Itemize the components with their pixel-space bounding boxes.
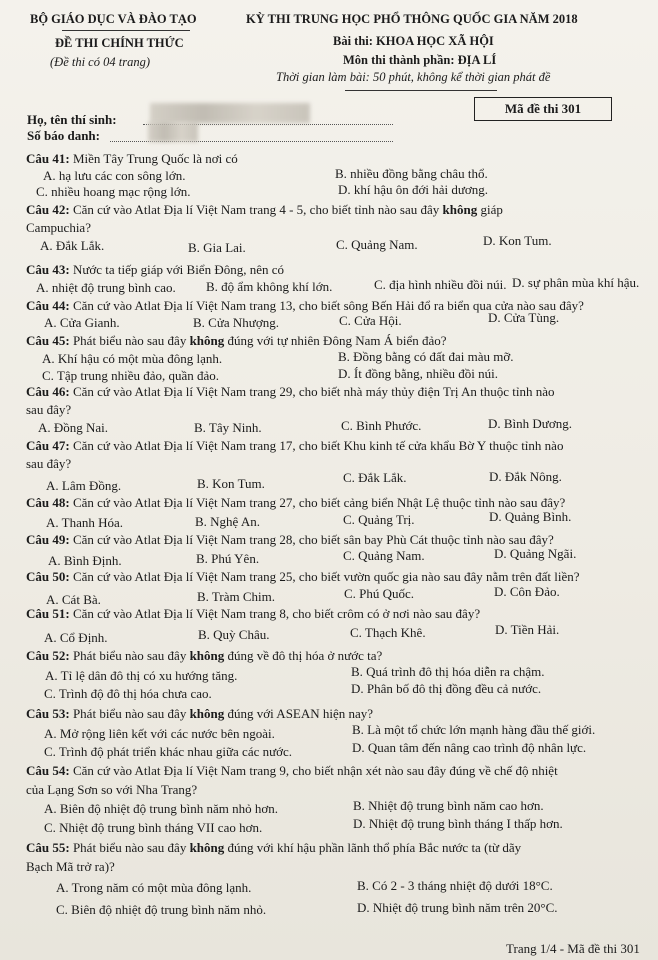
q50-stem: Câu 50: Căn cứ vào Atlat Địa lí Việt Nam trang 25, cho biết vườn quốc gia nào sau đây nằm trên đất liền? <box>26 569 580 584</box>
q54-option-d[interactable]: D. Nhiệt độ trung bình tháng I thấp hơn. <box>353 816 563 831</box>
q49-option-a[interactable]: A. Bình Định. <box>48 553 122 568</box>
q52-option-d[interactable]: D. Phân bố đô thị đồng đều cả nước. <box>351 681 542 696</box>
q43-option-a[interactable]: A. nhiệt độ trung bình cao. <box>36 280 176 295</box>
time-note: Thời gian làm bài: 50 phút, không kể thời gian phát đề <box>276 70 551 84</box>
ministry-name: BỘ GIÁO DỤC VÀ ĐÀO TẠO <box>30 12 197 26</box>
question-number: Câu 49: <box>26 532 70 547</box>
q43-stem: Câu 43: Nước ta tiếp giáp với Biển Đông, nên có <box>26 262 285 277</box>
q44-option-d[interactable]: D. Cửa Tùng. <box>488 310 560 325</box>
question-number: Câu 44: <box>26 298 70 313</box>
q52-stem: Câu 52: Phát biểu nào sau đây không đúng về đô thị hóa ở nước ta? <box>26 648 383 663</box>
question-number: Câu 54: <box>26 763 70 778</box>
q45-option-d[interactable]: D. Ít đồng bằng, nhiều đồi núi. <box>338 366 498 381</box>
q48-option-d[interactable]: D. Quảng Bình. <box>489 509 572 524</box>
q53-option-c[interactable]: C. Trình độ phát triển khác nhau giữa các nước. <box>44 744 293 759</box>
question-number: Câu 48: <box>26 495 70 510</box>
q49-option-b[interactable]: B. Phú Yên. <box>196 551 260 566</box>
q42-option-a[interactable]: A. Đắk Lắk. <box>40 238 105 253</box>
redacted-name <box>150 103 310 123</box>
question-number: Câu 55: <box>26 840 70 855</box>
q50-option-a[interactable]: A. Cát Bà. <box>46 592 101 607</box>
page-footer: Trang 1/4 - Mã đề thi 301 <box>506 941 640 956</box>
question-number: Câu 46: <box>26 384 70 399</box>
q46-option-b[interactable]: B. Tây Ninh. <box>194 420 262 435</box>
id-label: Số báo danh: <box>27 128 100 143</box>
question-number: Câu 53: <box>26 706 70 721</box>
q47-option-d[interactable]: D. Đắk Nông. <box>489 469 562 484</box>
q50-option-b[interactable]: B. Tràm Chim. <box>197 589 276 604</box>
q55-option-d[interactable]: D. Nhiệt độ trung bình năm trên 20°C. <box>357 900 558 915</box>
q48-option-b[interactable]: B. Nghệ An. <box>195 514 260 529</box>
q41-option-c[interactable]: C. nhiều hoang mạc rộng lớn. <box>36 184 191 199</box>
q44-option-c[interactable]: C. Cửa Hội. <box>339 313 402 328</box>
q45-option-a[interactable]: A. Khí hậu có một mùa đông lạnh. <box>42 351 223 366</box>
q47-stem-line2: sau đây? <box>26 456 72 471</box>
exam-code-box: Mã đề thi 301 <box>474 97 612 121</box>
q43-option-d[interactable]: D. sự phân mùa khí hậu. <box>512 275 640 290</box>
name-label: Họ, tên thí sinh: <box>27 112 117 127</box>
q44-option-a[interactable]: A. Cửa Gianh. <box>44 315 120 330</box>
question-number: Câu 43: <box>26 262 70 277</box>
q45-stem: Câu 45: Phát biểu nào sau đây không đúng với tự nhiên Đông Nam Á biển đảo? <box>26 333 447 348</box>
q47-option-b[interactable]: B. Kon Tum. <box>197 476 265 491</box>
q43-option-c[interactable]: C. địa hình nhiều đồi núi. <box>374 277 507 292</box>
q52-option-b[interactable]: B. Quá trình đô thị hóa diễn ra chậm. <box>351 664 545 679</box>
q53-option-a[interactable]: A. Mở rộng liên kết với các nước bên ngoài. <box>44 726 275 741</box>
emphasis-khong: không <box>442 202 478 217</box>
subject-exam: Bài thi: KHOA HỌC XÃ HỘI <box>333 34 494 48</box>
emphasis-khong: không <box>189 648 225 663</box>
q50-option-c[interactable]: C. Phú Quốc. <box>344 586 415 601</box>
q53-option-b[interactable]: B. Là một tổ chức lớn mạnh hàng đầu thế giới. <box>352 722 596 737</box>
q51-option-b[interactable]: B. Quỳ Châu. <box>198 627 270 642</box>
q41-option-a[interactable]: A. hạ lưu các con sông lớn. <box>43 168 186 183</box>
q41-option-b[interactable]: B. nhiều đồng bằng châu thổ. <box>335 166 488 181</box>
emphasis-khong: không <box>189 840 225 855</box>
question-number: Câu 45: <box>26 333 70 348</box>
q50-option-d[interactable]: D. Côn Đảo. <box>494 584 560 599</box>
question-number: Câu 41: <box>26 151 70 166</box>
question-number: Câu 47: <box>26 438 70 453</box>
q49-option-c[interactable]: C. Quảng Nam. <box>343 548 425 563</box>
q45-option-b[interactable]: B. Đồng bằng có đất đai màu mỡ. <box>338 349 514 364</box>
q47-option-a[interactable]: A. Lâm Đồng. <box>46 478 122 493</box>
q54-option-a[interactable]: A. Biên độ nhiệt độ trung bình năm nhỏ hơn. <box>44 801 278 816</box>
q54-stem-line1: Câu 54: Căn cứ vào Atlat Địa lí Việt Nam trang 9, cho biết nhận xét nào sau đây đúng về chế độ nhiệt <box>26 763 558 778</box>
q55-option-a[interactable]: A. Trong năm có một mùa đông lạnh. <box>56 880 252 895</box>
q42-stem-line2: Campuchia? <box>26 220 91 235</box>
q46-option-a[interactable]: A. Đồng Nai. <box>38 420 109 435</box>
q48-stem: Câu 48: Căn cứ vào Atlat Địa lí Việt Nam trang 27, cho biết cảng biển Nhật Lệ thuộc tỉnh nào sau đây? <box>26 495 566 510</box>
official-label: ĐỀ THI CHÍNH THỨC <box>55 36 184 50</box>
q53-stem: Câu 53: Phát biểu nào sau đây không đúng với ASEAN hiện nay? <box>26 706 374 721</box>
q54-option-c[interactable]: C. Nhiệt độ trung bình tháng VII cao hơn. <box>44 820 263 835</box>
q54-stem-line2: của Lạng Sơn so với Nha Trang? <box>26 782 198 797</box>
subject-part: Môn thi thành phần: ĐỊA LÍ <box>343 53 497 67</box>
pages-note: (Đề thi có 04 trang) <box>50 55 150 69</box>
q55-option-c[interactable]: C. Biên độ nhiệt độ trung bình năm nhỏ. <box>56 902 267 917</box>
q55-stem-line2: Bạch Mã trở ra)? <box>26 859 115 874</box>
q53-option-d[interactable]: D. Quan tâm đến nâng cao trình độ nhân lực. <box>352 740 587 755</box>
question-number: Câu 50: <box>26 569 70 584</box>
q46-option-d[interactable]: D. Bình Dương. <box>488 416 572 431</box>
q43-option-b[interactable]: B. độ ẩm không khí lớn. <box>206 279 333 294</box>
q49-stem: Câu 49: Căn cứ vào Atlat Địa lí Việt Nam trang 28, cho biết sân bay Phù Cát thuộc tỉnh nào sau đây? <box>26 532 554 547</box>
q41-stem: Câu 41: Miền Tây Trung Quốc là nơi có <box>26 151 238 166</box>
q44-option-b[interactable]: B. Cửa Nhượng. <box>193 315 279 330</box>
q51-stem: Câu 51: Căn cứ vào Atlat Địa lí Việt Nam trang 8, cho biết crôm có ở nơi nào sau đây? <box>26 606 481 621</box>
q55-option-b[interactable]: B. Có 2 - 3 tháng nhiệt độ dưới 18°C. <box>357 878 553 893</box>
q55-stem-line1: Câu 55: Phát biểu nào sau đây không đúng với khí hậu phần lãnh thổ phía Bắc nước ta (từ dãy <box>26 840 522 855</box>
question-number: Câu 42: <box>26 202 70 217</box>
q48-option-c[interactable]: C. Quảng Trị. <box>343 512 415 527</box>
q52-option-a[interactable]: A. Tỉ lệ dân đô thị có xu hướng tăng. <box>45 668 238 683</box>
q47-option-c[interactable]: C. Đắk Lắk. <box>343 470 407 485</box>
q54-option-b[interactable]: B. Nhiệt độ trung bình năm cao hơn. <box>353 798 544 813</box>
q46-stem-line1: Câu 46: Căn cứ vào Atlat Địa lí Việt Nam trang 29, cho biết nhà máy thủy điện Trị An thuộc tỉnh nào <box>26 384 555 399</box>
q41-option-d[interactable]: D. khí hậu ôn đới hải dương. <box>338 182 489 197</box>
q42-option-b[interactable]: B. Gia Lai. <box>188 240 246 255</box>
q49-option-d[interactable]: D. Quảng Ngãi. <box>494 546 577 561</box>
emphasis-khong: không <box>189 706 225 721</box>
q45-option-c[interactable]: C. Tập trung nhiều đảo, quần đảo. <box>42 368 220 383</box>
q51-option-c[interactable]: C. Thạch Khê. <box>350 625 426 640</box>
q51-option-a[interactable]: A. Cổ Định. <box>44 630 108 645</box>
q51-option-d[interactable]: D. Tiền Hải. <box>495 622 560 637</box>
exam-title: KỲ THI TRUNG HỌC PHỔ THÔNG QUỐC GIA NĂM 2018 <box>246 12 578 26</box>
q48-option-a[interactable]: A. Thanh Hóa. <box>46 515 124 530</box>
question-number: Câu 51: <box>26 606 70 621</box>
q46-option-c[interactable]: C. Bình Phước. <box>341 418 422 433</box>
q42-option-d[interactable]: D. Kon Tum. <box>483 233 552 248</box>
q47-stem-line1: Câu 47: Căn cứ vào Atlat Địa lí Việt Nam trang 17, cho biết Khu kinh tế cửa khẩu Bờ Y thuộc tỉnh nào <box>26 438 564 453</box>
q44-stem: Câu 44: Căn cứ vào Atlat Địa lí Việt Nam trang 13, cho biết sông Bến Hải đổ ra biển qua cửa nào sau đây? <box>26 298 584 313</box>
q52-option-c[interactable]: C. Trình độ đô thị hóa chưa cao. <box>44 686 212 701</box>
question-number: Câu 52: <box>26 648 70 663</box>
emphasis-khong: không <box>189 333 225 348</box>
q42-stem-line1: Câu 42: Căn cứ vào Atlat Địa lí Việt Nam trang 4 - 5, cho biết tỉnh nào sau đây không giáp <box>26 202 503 217</box>
q42-option-c[interactable]: C. Quảng Nam. <box>336 237 418 252</box>
q46-stem-line2: sau đây? <box>26 402 72 417</box>
redacted-id <box>148 122 198 142</box>
